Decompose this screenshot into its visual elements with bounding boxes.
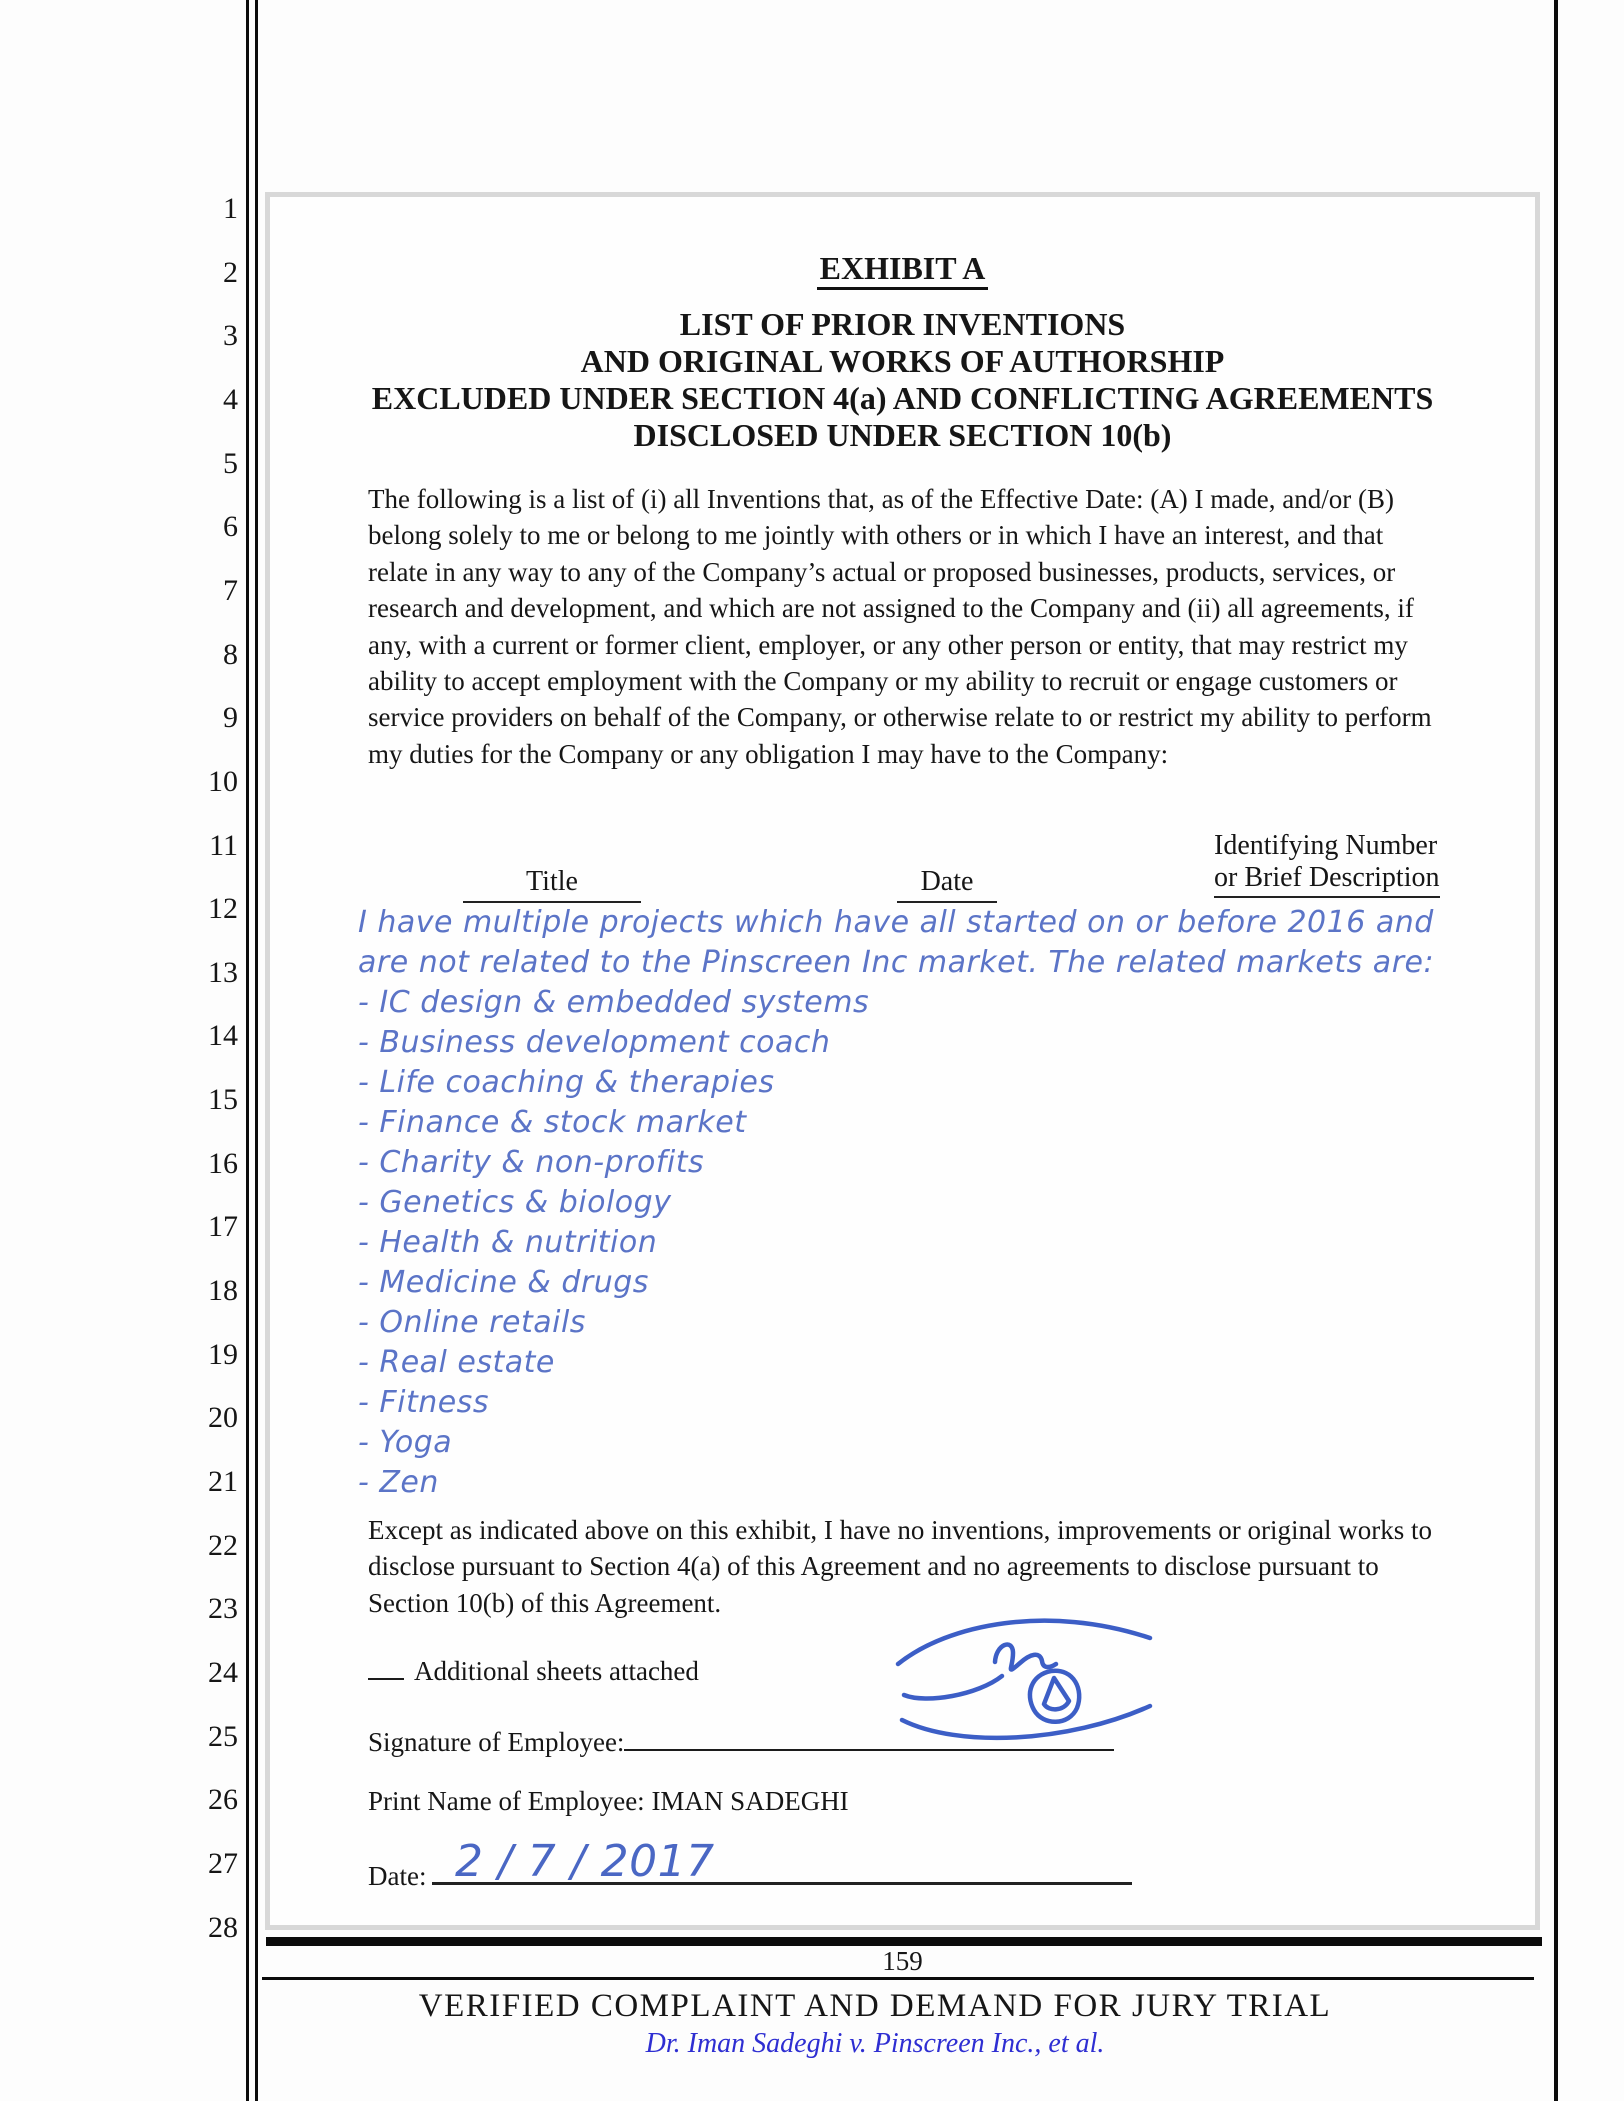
line-number: 1 [223,192,238,225]
line-number: 5 [223,446,238,480]
footer-case-name: Dr. Iman Sadeghi v. Pinscreen Inc., et al. [645,2028,1105,2059]
handwritten-market-item: - Finance & stock market [358,1105,747,1140]
additional-sheets-label: Additional sheets attached [414,1656,699,1686]
exhibit-heading-line-4: DISCLOSED UNDER SECTION 10(b) [633,417,1172,453]
left-margin-rule-outer [246,0,249,2101]
handwritten-market-item: - Fitness [358,1385,489,1420]
line-number: 25 [208,1719,238,1753]
page-number: 159 [882,1946,923,1976]
line-number: 3 [223,319,238,353]
exhibit-title [270,250,1535,287]
line-number: 9 [223,701,238,735]
line-number: 8 [223,637,238,671]
exhibit-heading-line-2: AND ORIGINAL WORKS OF AUTHORSHIP [580,343,1225,379]
signature-mid-stroke [904,1676,1002,1699]
handwritten-note [358,903,1434,1503]
line-number: 27 [208,1846,238,1880]
signature-bottom-arc [902,1706,1150,1738]
date-handwritten-value: 2 / 7 / 2017 [455,1836,715,1887]
handwritten-market-item: - Medicine & drugs [358,1265,649,1300]
signature-initials [995,1644,1056,1669]
line-number: 14 [208,1019,238,1053]
scanned-exhibit-page [265,192,1540,1930]
column-header-identifying-number [1214,830,1494,898]
column-header-identifying-line2-text: or Brief Description [1214,862,1440,898]
handwritten-market-item: - Genetics & biology [358,1185,672,1220]
right-margin-rule [1554,0,1558,2101]
handwritten-market-item: - Zen [358,1465,439,1500]
line-number: 28 [208,1910,238,1944]
line-number: 17 [208,1210,238,1244]
line-number: 7 [223,573,238,607]
line-number: 24 [208,1655,238,1689]
handwritten-market-item: - Charity & non-profits [358,1145,705,1180]
handwritten-market-item: - Yoga [358,1425,453,1460]
handwritten-market-item: - IC design & embedded systems [358,985,870,1020]
line-number: 6 [223,510,238,544]
line-number: 2 [223,255,238,289]
additional-sheets-row [368,1652,699,1687]
additional-sheets-blank [368,1652,404,1680]
line-number: 21 [208,1465,238,1498]
line-number: 26 [208,1783,238,1817]
line-number: 22 [208,1528,238,1562]
signature-loop-inner [1044,1678,1069,1709]
column-header-identifying-line2 [1214,862,1494,898]
signature-label: Signature of Employee: [368,1727,625,1757]
line-number: 15 [208,1083,238,1117]
exhibit-heading-block [270,306,1535,454]
closing-paragraph: Except as indicated above on this exhibit, I have no inventions, improvements or original works to disclose pursuant to Section 4(a) of this Agreement and no agreements to disclose pursuant to Section 10(b) of this Agreement. [368,1515,1433,1618]
print-name-value: IMAN SADEGHI [651,1786,849,1816]
handwritten-intro-line-1: I have multiple projects which have all started on or before 2016 and [358,905,1434,940]
line-number: 11 [209,828,238,862]
handwritten-market-item: - Online retails [358,1305,586,1340]
handwritten-market-item: - Health & nutrition [358,1225,658,1260]
signature-scribble [878,1598,1208,1783]
date-label: Date: [368,1861,427,1891]
column-header-date: Date [897,866,997,903]
left-margin-rule-inner [255,0,258,2101]
handwritten-intro-line-2: are not related to the Pinscreen Inc market. The related markets are: [358,945,1435,980]
column-header-identifying-line1: Identifying Number [1214,830,1438,861]
print-name-row [368,1786,849,1817]
exhibit-title-text: EXHIBIT A [817,250,989,290]
footer-document-title: VERIFIED COMPLAINT AND DEMAND FOR JURY TRIAL [418,1988,1332,2024]
line-number: 12 [208,892,238,926]
line-number: 16 [208,1146,238,1180]
exhibit-heading-line-3: EXCLUDED UNDER SECTION 4(a) AND CONFLICTING AGREEMENTS [371,380,1434,416]
line-number: 13 [208,955,238,989]
print-name-label: Print Name of Employee: [368,1786,645,1816]
footer-divider [262,1977,1534,1980]
handwritten-market-item: - Business development coach [358,1025,831,1060]
handwritten-market-item: - Life coaching & therapies [358,1065,775,1100]
intro-paragraph: The following is a list of (i) all Inventions that, as of the Effective Date: (A) I made, and/or (B) belong solely to me or belong to me jointly with others or in which I have an interest, and that relate in any way to any of the Company’s actual or proposed businesses, products, services, or research and development, and which are not assigned to the Company and (ii) all agreements, if any, with a current or former client, employer, or any other person or entity, that may restrict my ability to accept employment with the Company or my ability to recruit or engage customers or service providers on behalf of the Company, or otherwise relate to or restrict my ability to perform my duties for the Company or any obligation I may have to the Company: [368,484,1432,769]
line-number: 10 [208,764,238,798]
page-bottom-bar [266,1937,1542,1946]
handwritten-market-item: - Real estate [358,1345,555,1380]
line-number: 20 [208,1401,238,1435]
line-number: 18 [208,1274,238,1308]
line-number: 4 [223,382,238,416]
handwritten-market-list [358,983,1434,1503]
line-number: 23 [208,1592,238,1626]
exhibit-heading-line-1: LIST OF PRIOR INVENTIONS [679,306,1126,342]
line-number: 19 [208,1337,238,1371]
column-header-title: Title [463,866,641,903]
